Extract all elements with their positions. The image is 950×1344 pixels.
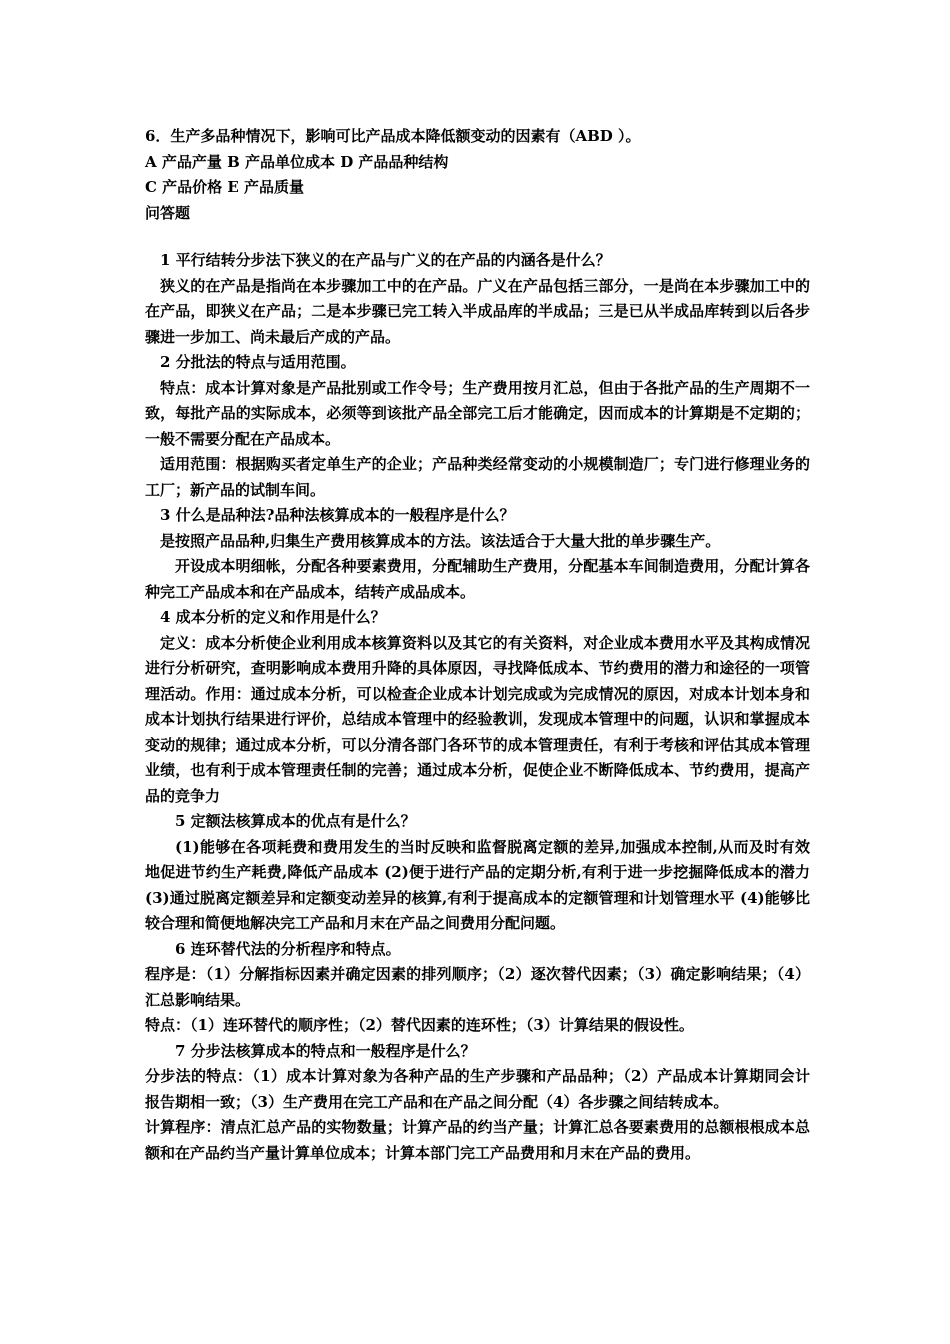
choice-options-line-1: A 产品产量 B 产品单位成本 D 产品品种结构	[145, 152, 449, 171]
section-heading-qa: 问答题	[145, 203, 191, 222]
qa-1-question: 1 平行结转分步法下狭义的在产品与广义的在产品的内涵各是什么？	[160, 251, 611, 269]
qa-2-question: 2 分批法的特点与适用范围。	[160, 353, 356, 371]
qa-4-answer: 定义：成本分析使企业利用成本核算资料以及其它的有关资料，对企业成本费用水平及其构成情况进行分析研究，查明影响成本费用升降的具体原因，寻找降低成本、节约费用的潜力和途径的一项管理活动。作用：通过成本分析，可以检查企业成本计划完成或为完成情况的原因，对成本计划本身和成本计划执行结果进行评价，总结成本管理中的经验教训，发现成本管理中的问题，认识和掌握成本变动的规律；通过成本分析，可以分清各部门各环节的成本管理责任，有利于考核和评估其成本管理业绩，也有利于成本管理责任制的完善；通过成本分析，促使企业不断降低成本、节约费用，提高产品的竞争力	[145, 633, 810, 805]
qa-4-question: 4 成本分析的定义和作用是什么？	[160, 608, 386, 626]
qa-1-answer: 狭义的在产品是指尚在本步骤加工中的在产品。广义在产品包括三部分，一是尚在本步骤加工中的在产品，即狭义在产品；二是本步骤已完工转入半成品库的半成品；三是已从半成品库转到以后各步骤进一步加工、尚未最后产成的产品。	[145, 276, 810, 346]
qa-6-question: 6 连环替代法的分析程序和特点。	[175, 939, 401, 958]
qa-5-question: 5 定额法核算成本的优点有是什么？	[175, 812, 416, 830]
document-body	[145, 124, 810, 1166]
choice-options-line-2: C 产品价格 E 产品质量	[145, 178, 305, 196]
qa-2-answer-scope: 适用范围：根据购买者定单生产的企业；产品种类经常变动的小规模制造厂；专门进行修理业务的工厂；新产品的试制车间。	[145, 455, 810, 499]
qa-6-answer-features: 特点：（1）连环替代的顺序性；（2）替代因素的连环性；（3）计算结果的假设性。	[145, 1016, 694, 1034]
qa-7-answer-procedure: 计算程序：清点汇总产品的实物数量；计算产品的约当产量；计算汇总各要素费用的总额根根成本总额和在产品约当产量计算单位成本；计算本部门完工产品费用和月末在产品的费用。	[145, 1118, 810, 1162]
qa-7-answer-features: 分步法的特点：（1）成本计算对象为各种产品的生产步骤和产品品种；（2）产品成本计算期同会计报告期相一致；（3）生产费用在完工产品和在产品之间分配（4）各步骤之间结转成本。	[145, 1067, 810, 1111]
question-6-choice-stem: 6．生产多品种情况下，影响可比产品成本降低额变动的因素有（ABD ）。	[145, 127, 641, 145]
qa-7-question: 7 分步法核算成本的特点和一般程序是什么？	[175, 1041, 476, 1060]
qa-3-answer-procedure: 开设成本明细帐，分配各种要素费用，分配辅助生产费用，分配基本车间制造费用，分配计算各种完工产品成本和在产品成本，结转产成品成本。	[145, 557, 810, 601]
qa-5-answer: (1)能够在各项耗费和费用发生的当时反映和监督脱离定额的差异,加强成本控制,从而及时有效地促进节约生产耗费,降低产品成本 (2)便于进行产品的定期分析,有利于进一步挖掘降低成本的潜力 (3)通过脱离定额差异和定额变动差异的核算,有利于提高成本的定额管理和计划管理水平 (4)能够比较合理和简便地解决完工产品和月末在产品之间费用分配问题。	[145, 837, 810, 932]
qa-3-question: 3 什么是品种法?品种法核算成本的一般程序是什么？	[160, 506, 515, 524]
qa-3-answer-definition: 是按照产品品种,归集生产费用核算成本的方法。该法适合于大量大批的单步骤生产。	[160, 531, 721, 550]
qa-2-answer-features: 特点：成本计算对象是产品批别或工作令号；生产费用按月汇总，但由于各批产品的生产周期不一致，每批产品的实际成本，必须等到该批产品全部完工后才能确定，因而成本的计算期是不定期的；一般不需要分配在产品成本。	[145, 378, 810, 448]
spacer	[145, 226, 810, 248]
qa-6-answer-procedure: 程序是：（1）分解指标因素并确定因素的排列顺序；（2）逐次替代因素；（3）确定影响结果；（4）汇总影响结果。	[145, 965, 810, 1009]
